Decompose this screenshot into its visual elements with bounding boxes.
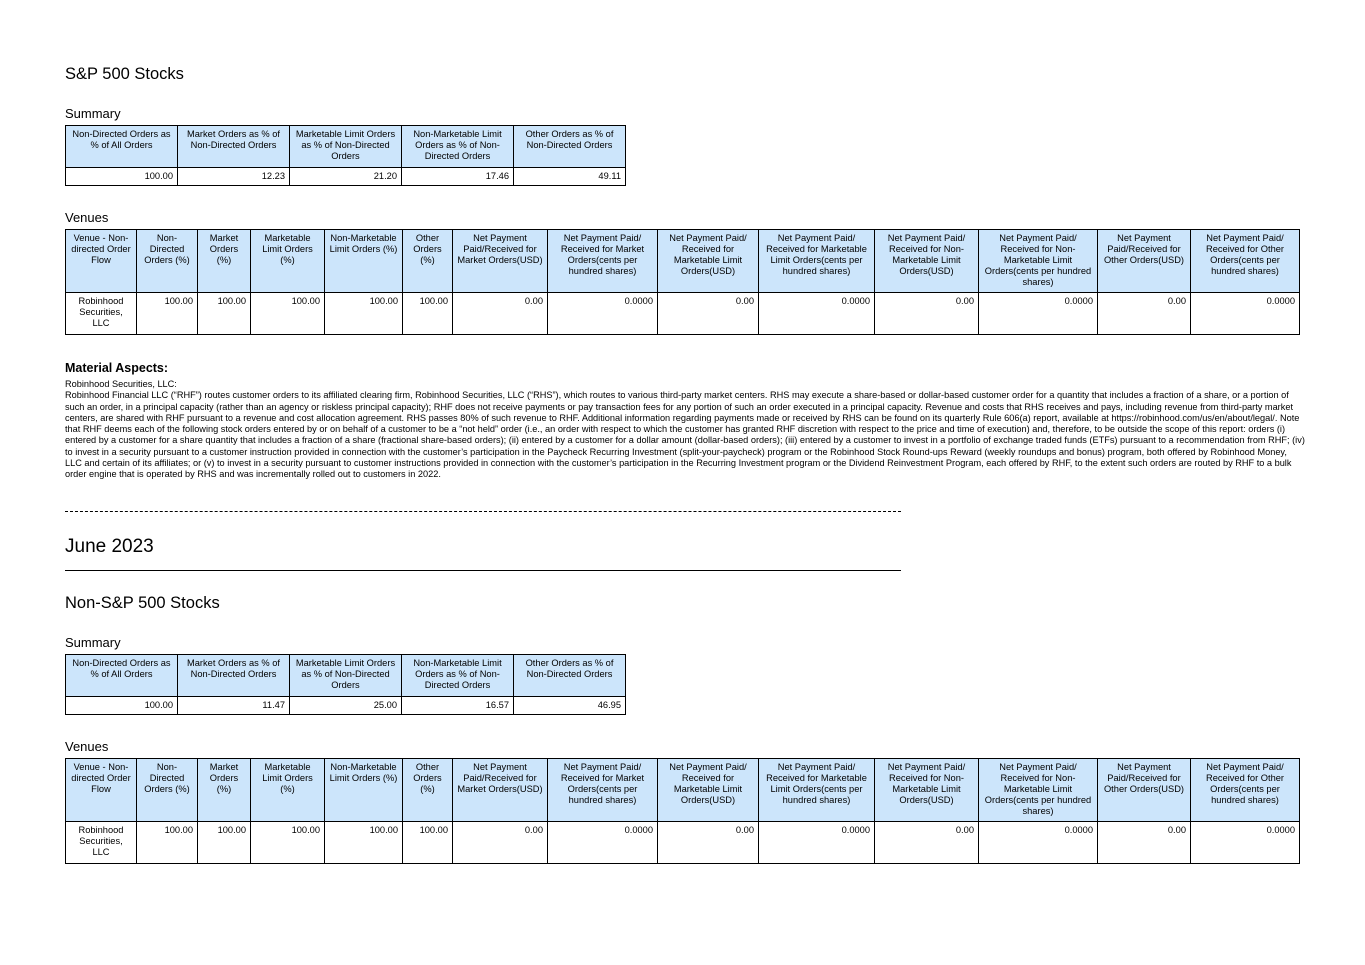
venues-header: Net Payment Paid/ Received for Other Orders(cents per hundred shares) [1191, 759, 1300, 822]
venues-label: Venues [65, 210, 109, 225]
venues-header: Venue - Non-directed Order Flow [66, 759, 137, 822]
summary-header: Non-Marketable Limit Orders as % of Non-Directed Orders [402, 655, 514, 697]
venues-cell: 0.00 [453, 822, 548, 864]
venues-cell: 0.00 [875, 822, 979, 864]
venues-header: Non-Marketable Limit Orders (%) [325, 230, 403, 293]
venues-cell: 100.00 [325, 822, 403, 864]
venues-table-non-sp500 [65, 758, 1300, 864]
section-title-non-sp500: Non-S&P 500 Stocks [65, 594, 220, 612]
venues-cell: 0.0000 [979, 293, 1098, 335]
dashed-divider [65, 511, 901, 512]
venues-header: Net Payment Paid/ Received for Non-Marketable Limit Orders(USD) [875, 230, 979, 293]
material-aspects-title: Material Aspects: [65, 361, 169, 375]
venues-header: Non-Marketable Limit Orders (%) [325, 759, 403, 822]
venues-header: Net Payment Paid/Received for Other Orders(USD) [1098, 759, 1191, 822]
venues-cell: 0.00 [453, 293, 548, 335]
venues-header: Net Payment Paid/Received for Other Orders(USD) [1098, 230, 1191, 293]
venues-cell: 0.0000 [1191, 822, 1300, 864]
summary-cell: 11.47 [178, 697, 290, 715]
summary-header: Other Orders as % of Non-Directed Orders [514, 126, 626, 168]
venues-header: Net Payment Paid/ Received for Non-Marketable Limit Orders(cents per hundred shares) [979, 759, 1098, 822]
venues-cell: 100.00 [198, 822, 251, 864]
venues-header: Marketable Limit Orders (%) [251, 230, 325, 293]
venues-cell: 0.0000 [1191, 293, 1300, 335]
venues-label: Venues [65, 739, 109, 754]
solid-divider [65, 570, 901, 571]
summary-cell: 16.57 [402, 697, 514, 715]
summary-label: Summary [65, 635, 121, 650]
venues-table-sp500 [65, 229, 1300, 335]
summary-header: Non-Directed Orders as % of All Orders [66, 126, 178, 168]
venues-cell: 0.0000 [759, 293, 875, 335]
venues-cell: 0.00 [1098, 822, 1191, 864]
venues-header: Marketable Limit Orders (%) [251, 759, 325, 822]
venues-header: Net Payment Paid/ Received for Non-Marketable Limit Orders(cents per hundred shares) [979, 230, 1098, 293]
venues-cell: 100.00 [137, 822, 198, 864]
summary-cell: 17.46 [402, 168, 514, 186]
summary-table-non-sp500 [65, 654, 626, 715]
summary-header: Non-Directed Orders as % of All Orders [66, 655, 178, 697]
venues-header: Net Payment Paid/ Received for Marketable Limit Orders(USD) [658, 230, 759, 293]
venues-header: Net Payment Paid/Received for Market Orders(USD) [453, 230, 548, 293]
summary-header: Other Orders as % of Non-Directed Orders [514, 655, 626, 697]
venues-cell: 100.00 [198, 293, 251, 335]
venues-cell: 100.00 [137, 293, 198, 335]
material-aspects-body [65, 379, 1305, 481]
summary-header: Market Orders as % of Non-Directed Orders [178, 126, 290, 168]
venue-name-cell: Robinhood Securities, LLC [66, 293, 137, 335]
venues-header: Market Orders (%) [198, 230, 251, 293]
venues-cell: 100.00 [325, 293, 403, 335]
venues-cell: 0.0000 [759, 822, 875, 864]
venues-cell: 0.00 [658, 822, 759, 864]
venues-header: Other Orders (%) [403, 230, 453, 293]
summary-cell: 46.95 [514, 697, 626, 715]
venues-header: Non-Directed Orders (%) [137, 759, 198, 822]
material-aspects-venue: Robinhood Securities, LLC: [65, 379, 177, 389]
summary-header: Marketable Limit Orders as % of Non-Directed Orders [290, 655, 402, 697]
summary-cell: 100.00 [66, 697, 178, 715]
venues-header: Net Payment Paid/ Received for Market Orders(cents per hundred shares) [548, 759, 658, 822]
venues-header: Venue - Non-directed Order Flow [66, 230, 137, 293]
venues-cell: 0.0000 [979, 822, 1098, 864]
summary-cell: 21.20 [290, 168, 402, 186]
venues-header: Non-Directed Orders (%) [137, 230, 198, 293]
venues-cell: 0.0000 [548, 293, 658, 335]
venues-cell: 0.00 [875, 293, 979, 335]
section-title-sp500: S&P 500 Stocks [65, 65, 184, 83]
venues-header: Market Orders (%) [198, 759, 251, 822]
summary-cell: 49.11 [514, 168, 626, 186]
summary-header: Non-Marketable Limit Orders as % of Non-Directed Orders [402, 126, 514, 168]
venues-cell: 0.00 [658, 293, 759, 335]
venues-header: Other Orders (%) [403, 759, 453, 822]
venues-header: Net Payment Paid/ Received for Market Orders(cents per hundred shares) [548, 230, 658, 293]
venues-cell: 100.00 [403, 293, 453, 335]
venues-header: Net Payment Paid/ Received for Marketable Limit Orders(cents per hundred shares) [759, 759, 875, 822]
summary-cell: 25.00 [290, 697, 402, 715]
venues-cell: 100.00 [251, 293, 325, 335]
material-aspects-text: Robinhood Financial LLC (“RHF”) routes customer orders to its affiliated clearing firm, Robinhood Securities, LLC (“RHS”), which routes to various third-party market centers. RHS may execute a share-based or dollar-based customer order for a quantity that includes a fraction of a share, or a portion of such an order, in a principal capacity (rather than an agency or riskless principal capacity); RHF does not receive payments or pay transaction fees for any portion of such an order executed in a principal capacity. Revenue and costs that RHS receives and pays, including revenue from third-party market centers, are shared with RHF pursuant to a revenue and cost allocation agreement. RHS passes 80% of such revenue to RHF. Additional information regarding payments made or received by RHS can be found on its quarterly Rule 606(a) report, available at https://robinhood.com/us/en/about/legal/. Note that RHF deems each of the following stock orders entered by or on behalf of a customer to be a “not held” order (i.e., an order with respect to which the customer has granted RHF discretion with respect to the price and time of execution) and, therefore, to be outside the scope of this report: orders (i) entered by a customer for a share quantity that includes a fraction of a share (fractional share-based orders); (ii) entered by a customer for a dollar amount (dollar-based orders); (iii) entered by a customer to invest in a portfolio of exchange traded funds (ETFs) pursuant to a recommendation from RHF; (iv) to invest in a security pursuant to a customer instruction provided in connection with the customer’s participation in the Paycheck Recurring Investment (split-your-paycheck) program or the Robinhood Stock Round-ups Reward (weekly roundups and bonus) program, both offered by Robinhood Money, LLC and certain of its affiliates; or (v) to invest in a security pursuant to customer instructions provided in connection with the customer’s participation in the Recurring Investment program or the Dividend Reinvestment Program, each offered by RHF, to the extent such orders are routed by RHF to a bulk order engine that is operated by RHS and was incrementally rolled out to customers in 2022. [65, 390, 1305, 480]
venues-header: Net Payment Paid/ Received for Other Orders(cents per hundred shares) [1191, 230, 1300, 293]
summary-label: Summary [65, 106, 121, 121]
summary-header: Market Orders as % of Non-Directed Orders [178, 655, 290, 697]
venues-header: Net Payment Paid/ Received for Non-Marketable Limit Orders(USD) [875, 759, 979, 822]
venues-header: Net Payment Paid/ Received for Marketable Limit Orders(cents per hundred shares) [759, 230, 875, 293]
summary-header: Marketable Limit Orders as % of Non-Directed Orders [290, 126, 402, 168]
venues-header: Net Payment Paid/ Received for Marketable Limit Orders(USD) [658, 759, 759, 822]
summary-cell: 100.00 [66, 168, 178, 186]
month-heading: June 2023 [65, 536, 154, 557]
venues-cell: 0.00 [1098, 293, 1191, 335]
summary-table-sp500 [65, 125, 626, 186]
venues-cell: 100.00 [251, 822, 325, 864]
venues-cell: 0.0000 [548, 822, 658, 864]
venue-name-cell: Robinhood Securities, LLC [66, 822, 137, 864]
venues-cell: 100.00 [403, 822, 453, 864]
summary-cell: 12.23 [178, 168, 290, 186]
venues-header: Net Payment Paid/Received for Market Orders(USD) [453, 759, 548, 822]
